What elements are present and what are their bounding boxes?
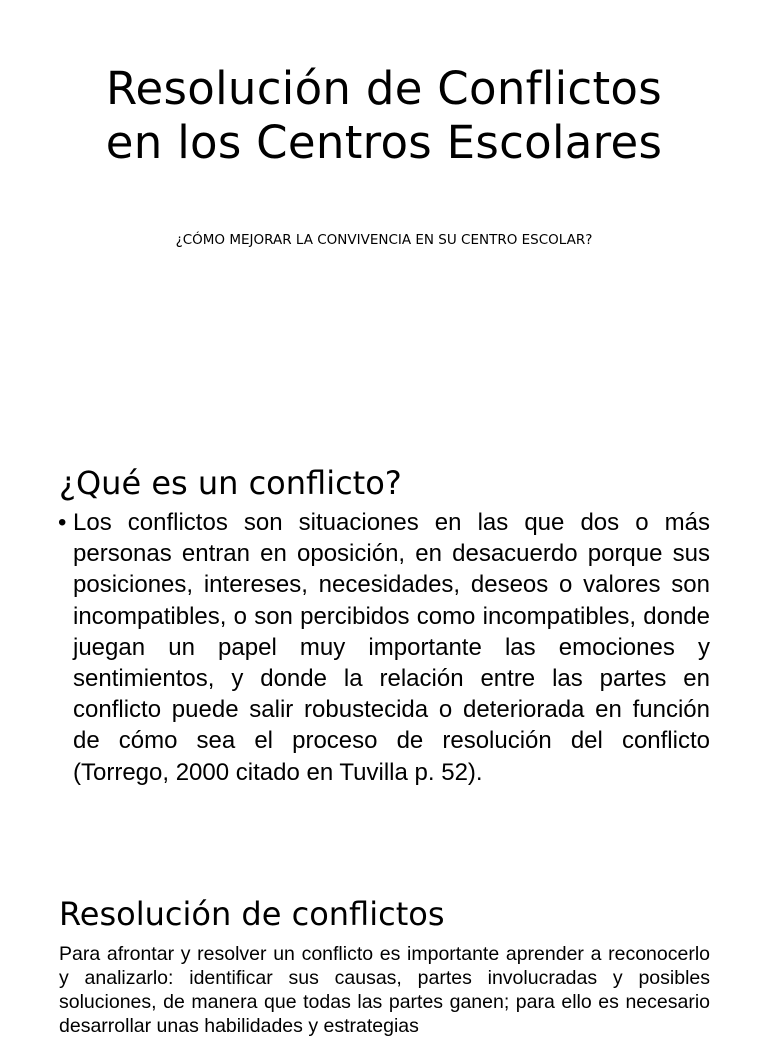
conflict-bullet-list [58, 507, 710, 788]
resolution-heading: Resolución de conflictos [59, 895, 445, 933]
title-slide [0, 0, 768, 440]
conflict-resolution-slide [0, 890, 768, 1037]
presentation-title: Resolución de Conflictos en los Centros Escolares [105, 62, 663, 169]
conflict-definition-slide [0, 455, 768, 875]
conflict-definition-text: Los conflictos son situaciones en las que dos o más personas entran en oposición, en desacuerdo porque sus posiciones, intereses, necesidades, deseos o valores son incompatibles, o son percibidos como incompatibles, donde juegan un papel muy importante las emociones y sentimientos, y donde la relación entre las partes en conflicto puede salir robustecida o deteriorada en función de cómo sea el proceso de resolución del conflicto (Torrego, 2000 citado en Tuvilla p. 52). [73, 509, 710, 786]
conflict-bullet-item [58, 507, 710, 788]
conflict-heading: ¿Qué es un conflicto? [59, 464, 402, 502]
presentation-subtitle: ¿CÓMO MEJORAR LA CONVIVENCIA EN SU CENTRO ESCOLAR? [175, 232, 593, 248]
bullet-icon: • [58, 509, 67, 536]
resolution-paragraph: Para afrontar y resolver un conflicto es importante aprender a reconocerlo y analizarlo: identificar sus causas, partes involucradas y posibles soluciones, de manera que todas las partes ganen; para ello es necesario desarrollar unas habilidades y estrategias [59, 943, 710, 1037]
